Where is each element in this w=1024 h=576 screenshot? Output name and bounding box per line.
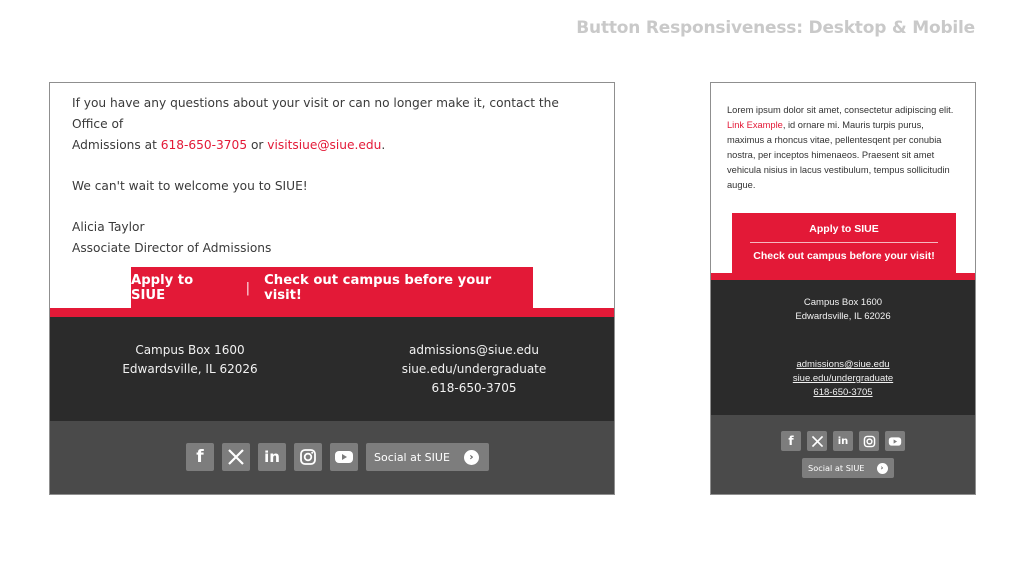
signer-title: Associate Director of Admissions: [72, 241, 272, 255]
mobile-address-line-2: Edwardsville, IL 62026: [795, 311, 891, 322]
cta-button-group: [131, 267, 533, 309]
mobile-button-divider: [750, 242, 938, 243]
mobile-footer-social: [711, 415, 975, 495]
mobile-footer-contact-links: [711, 358, 975, 400]
instagram-icon[interactable]: [859, 431, 879, 451]
facebook-icon[interactable]: f: [781, 431, 801, 451]
footer-social: [50, 421, 614, 495]
welcome-text: We can't wait to welcome you to SIUE!: [72, 179, 308, 193]
chevron-right-icon: ›: [464, 450, 479, 465]
mobile-social-button-label: Social at SIUE: [808, 463, 865, 473]
x-icon[interactable]: [222, 443, 250, 471]
mobile-footer-phone-link[interactable]: 618-650-3705: [813, 387, 873, 398]
social-icon-row: [186, 443, 489, 471]
mobile-email-body: [727, 103, 963, 193]
body-line-2: [72, 135, 592, 156]
or-text: or: [247, 138, 268, 152]
desktop-email-preview: [49, 82, 615, 495]
mobile-footer-website-link[interactable]: siue.edu/undergraduate: [792, 373, 894, 384]
footer-website-link[interactable]: siue.edu/undergraduate: [401, 362, 547, 376]
mobile-apply-button[interactable]: Apply to SIUE: [809, 223, 879, 235]
mobile-social-at-siue-button[interactable]: [802, 458, 894, 478]
mobile-email-preview: [710, 82, 976, 495]
footer-contact: [50, 317, 614, 421]
campus-visit-button[interactable]: Check out campus before your visit!: [264, 273, 492, 303]
red-divider-bar: [50, 308, 614, 317]
page-title: Button Responsiveness: Desktop & Mobile: [576, 18, 975, 38]
button-separator: |: [245, 280, 251, 296]
apply-button[interactable]: Apply to SIUE: [131, 273, 194, 303]
linkedin-icon[interactable]: in: [258, 443, 286, 471]
period-text: .: [381, 138, 386, 152]
social-button-label: Social at SIUE: [374, 450, 450, 464]
mobile-campus-visit-button[interactable]: Check out campus before your visit!: [753, 250, 935, 262]
mobile-body-text-pre: Lorem ipsum dolor sit amet, consectetur adipiscing elit.: [727, 105, 954, 115]
mobile-body-text-post: , id ornare mi. Mauris turpis purus, maximus a rhoncus vitae, pellentesqent per conubia nostra, per inceptos himenaeos. Praesent sit amet vehicula nisius in lacus vestibulum, tempus sollicitudin augue.: [727, 120, 950, 190]
email-link[interactable]: visitsiue@siue.edu: [267, 138, 382, 152]
mobile-footer-email-link[interactable]: admissions@siue.edu: [796, 359, 890, 370]
social-at-siue-button[interactable]: [366, 443, 489, 471]
chevron-right-icon: ›: [877, 463, 888, 474]
x-icon[interactable]: [807, 431, 827, 451]
email-body: [72, 93, 592, 259]
youtube-icon[interactable]: [885, 431, 905, 451]
phone-link[interactable]: 618-650-3705: [160, 138, 248, 152]
footer-address: [110, 341, 270, 379]
mobile-footer-address: [711, 296, 975, 324]
mobile-social-icon-row: [781, 431, 905, 451]
body-line-1: If you have any questions about your visit or can no longer make it, contact the Office of: [72, 96, 559, 131]
body-line-2-text: Admissions at: [72, 138, 161, 152]
footer-email-link[interactable]: admissions@siue.edu: [408, 343, 540, 357]
mobile-address-line-1: Campus Box 1600: [803, 297, 883, 308]
youtube-icon[interactable]: [330, 443, 358, 471]
instagram-icon[interactable]: [294, 443, 322, 471]
footer-phone-link[interactable]: 618-650-3705: [431, 381, 517, 395]
mobile-footer-contact: [711, 280, 975, 415]
facebook-icon[interactable]: f: [186, 443, 214, 471]
signer-name: Alicia Taylor: [72, 220, 145, 234]
mobile-cta-button-group: [732, 213, 956, 275]
address-line-2: Edwardsville, IL 62026: [122, 362, 258, 376]
address-line-1: Campus Box 1600: [135, 343, 245, 357]
footer-contact-links: [384, 341, 564, 398]
linkedin-icon[interactable]: in: [833, 431, 853, 451]
mobile-link-example[interactable]: Link Example: [727, 120, 783, 130]
